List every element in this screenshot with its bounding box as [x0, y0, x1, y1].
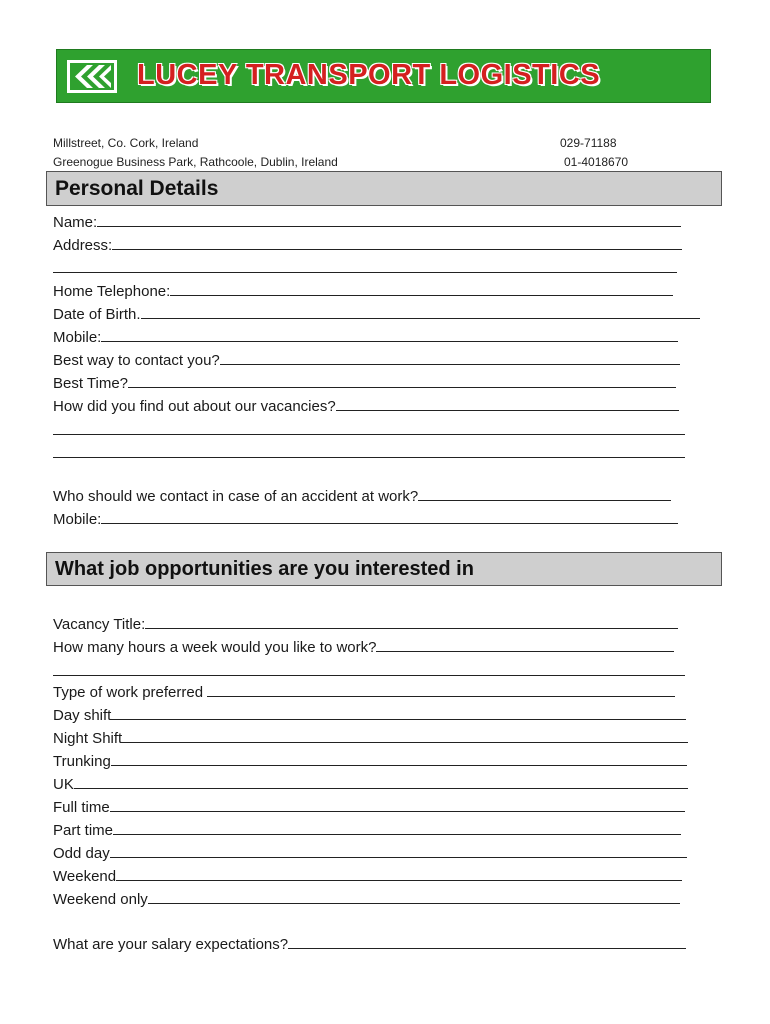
address-dublin: Greenogue Business Park, Rathcoole, Dublin, Ireland: [53, 155, 338, 169]
name-field[interactable]: [53, 211, 681, 231]
date-of-birth-field[interactable]: [53, 303, 700, 323]
answer-line[interactable]: [97, 211, 681, 227]
vacancy-source-line-2[interactable]: [53, 434, 685, 435]
answer-line[interactable]: [288, 933, 686, 949]
field-label: Mobile:: [53, 511, 102, 528]
field-label: How many hours a week would you like to work?: [53, 639, 377, 656]
hours-per-week-field[interactable]: [53, 636, 674, 656]
odd-day-field[interactable]: [53, 842, 687, 862]
answer-line[interactable]: [376, 636, 674, 652]
answer-line[interactable]: [111, 750, 687, 766]
vacancy-title-field[interactable]: [53, 613, 678, 633]
answer-line[interactable]: [148, 888, 680, 904]
answer-line[interactable]: [112, 234, 682, 250]
answer-line[interactable]: [116, 865, 682, 881]
answer-line[interactable]: [207, 681, 675, 697]
field-label: Type of work preferred: [53, 684, 208, 701]
answer-line[interactable]: [101, 326, 678, 342]
personal-details-header: [46, 171, 722, 206]
field-label: Name:: [53, 214, 98, 231]
company-banner: [56, 49, 711, 103]
emergency-contact-field[interactable]: [53, 485, 671, 505]
answer-line[interactable]: [170, 280, 673, 296]
answer-line[interactable]: [145, 613, 678, 629]
answer-line[interactable]: [111, 704, 686, 720]
company-name: LUCEY TRANSPORT LOGISTICS: [137, 59, 601, 91]
section-title: Personal Details: [55, 177, 219, 200]
answer-line[interactable]: [110, 842, 687, 858]
work-type-field[interactable]: [53, 681, 675, 701]
field-label: Best Time?: [53, 375, 129, 392]
vacancy-source-field[interactable]: [53, 395, 679, 415]
best-time-field[interactable]: [53, 372, 676, 392]
address-line-2[interactable]: [53, 272, 677, 273]
weekend-only-field[interactable]: [53, 888, 680, 908]
field-label: Weekend: [53, 868, 117, 885]
answer-line[interactable]: [141, 303, 700, 319]
part-time-field[interactable]: [53, 819, 681, 839]
field-label: Part time: [53, 822, 114, 839]
field-label: What are your salary expectations?: [53, 936, 289, 953]
field-label: Best way to contact you?: [53, 352, 220, 369]
answer-line[interactable]: [220, 349, 680, 365]
contact-method-field[interactable]: [53, 349, 680, 369]
answer-line[interactable]: [122, 727, 688, 743]
weekend-field[interactable]: [53, 865, 682, 885]
answer-line[interactable]: [74, 773, 688, 789]
answer-line[interactable]: [113, 819, 681, 835]
address-field[interactable]: [53, 234, 682, 254]
field-label: Weekend only: [53, 891, 148, 908]
night-shift-field[interactable]: [53, 727, 688, 747]
phone-dublin: 01-4018670: [564, 155, 629, 169]
phone-cork: 029-71188: [560, 136, 617, 150]
answer-line[interactable]: [110, 796, 685, 812]
field-label: Mobile:: [53, 329, 102, 346]
trunking-field[interactable]: [53, 750, 687, 770]
field-label: Vacancy Title:: [53, 616, 146, 633]
full-time-field[interactable]: [53, 796, 685, 816]
section-title: What job opportunities are you interested in: [55, 558, 474, 580]
mobile-field[interactable]: [53, 326, 678, 346]
home-telephone-field[interactable]: [53, 280, 673, 300]
field-label: Trunking: [53, 753, 111, 770]
field-label: How did you find out about our vacancies?: [53, 398, 336, 415]
field-label: Home Telephone:: [53, 283, 171, 300]
field-label: Full time: [53, 799, 110, 816]
field-label: Odd day: [53, 845, 110, 862]
field-label: Address:: [53, 237, 113, 254]
job-opportunities-header: [46, 552, 722, 586]
field-label: Day shift: [53, 707, 112, 724]
answer-line[interactable]: [128, 372, 676, 388]
vacancy-source-line-3[interactable]: [53, 457, 685, 458]
field-label: Night Shift: [53, 730, 123, 747]
address-cork: Millstreet, Co. Cork, Ireland: [53, 136, 199, 150]
answer-line[interactable]: [418, 485, 671, 501]
emergency-mobile-field[interactable]: [53, 508, 678, 528]
field-label: Who should we contact in case of an accident at work?: [53, 488, 419, 505]
uk-field[interactable]: [53, 773, 688, 793]
hours-line-2[interactable]: [53, 675, 685, 676]
answer-line[interactable]: [101, 508, 678, 524]
answer-line[interactable]: [336, 395, 679, 411]
chevron-arrows-logo-icon: [67, 60, 117, 93]
salary-expectations-field[interactable]: [53, 933, 686, 953]
field-label: UK: [53, 776, 74, 793]
field-label: Date of Birth.: [53, 306, 141, 323]
day-shift-field[interactable]: [53, 704, 686, 724]
